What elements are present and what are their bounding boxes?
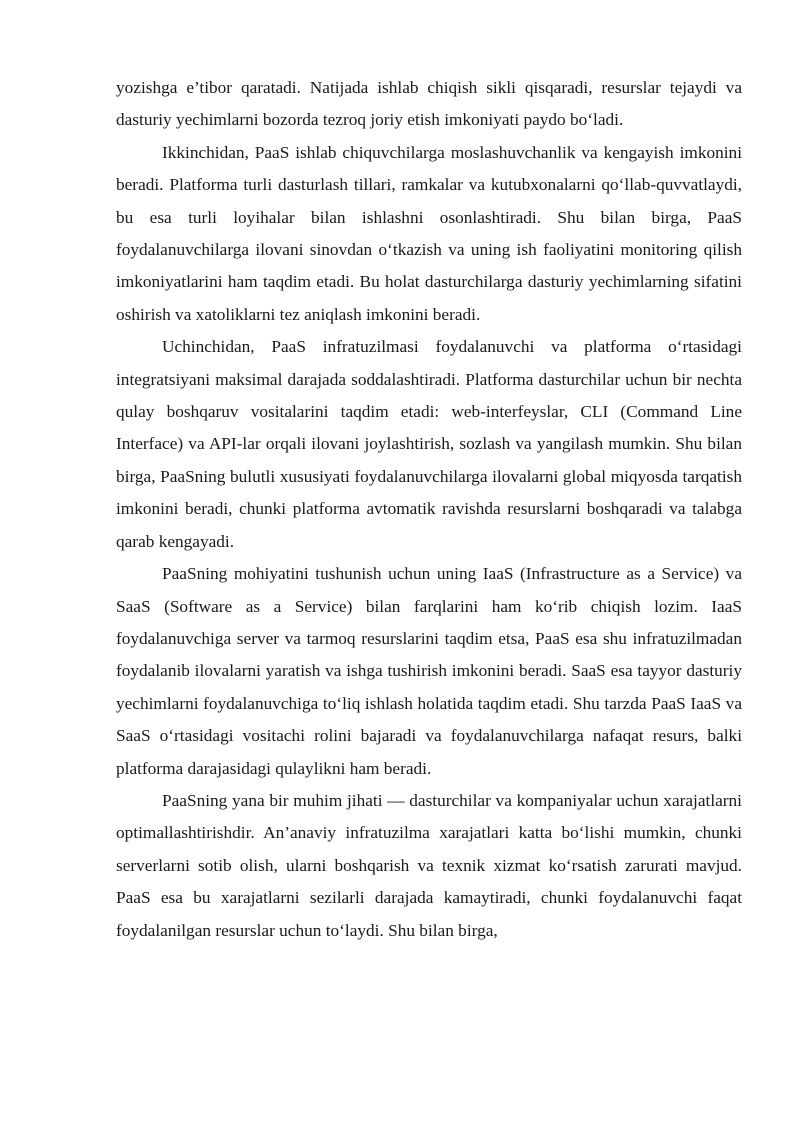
paragraph-4: PaaSning mohiyatini tushunish uchun uning IaaS (Infrastructure as a Service) va SaaS (Software as a Service) bilan farqlarini ham ko‘rib chiqish lozim. IaaS foydalanuvchiga server va tarmoq resurslarini taqdim etsa, PaaS esa shu infratuzilmadan foydalanib ilovalarni yaratish va ishga tushirish imkonini beradi. SaaS esa tayyor dasturiy yechimlarni foydalanuvchiga to‘liq ishlash holatida taqdim etadi. Shu tarzda PaaS IaaS va SaaS o‘rtasidagi vositachi rolini bajaradi va foydalanuvchilarga nafaqat resurs, balki platforma darajasidagi qulaylikni ham beradi. — [116, 564, 742, 778]
paragraph-3: Uchinchidan, PaaS infratuzilmasi foydalanuvchi va platforma o‘rtasidagi integratsiyani maksimal darajada soddalashtiradi. Platforma dasturchilar uchun bir nechta qulay boshqaruv vositalarini taqdim etadi: web-interfeyslar, CLI (Command Line Interface) va API-lar orqali ilovani joylashtirish, sozlash va yangilash mumkin. Shu bilan birga, PaaSning bulutli xususiyati foydalanuvchilarga ilovalarni global miqyosda tarqatish imkonini beradi, chunki platforma avtomatik ravishda resurslarni boshqaradi va talabga qarab kengayadi. — [116, 337, 742, 551]
paragraph-1: yozishga e’tibor qaratadi. Natijada ishlab chiqish sikli qisqaradi, resurslar tejaydi va dasturiy yechimlarni bozorda tezroq joriy etish imkoniyati paydo bo‘ladi. — [116, 78, 742, 130]
paragraph-2: Ikkinchidan, PaaS ishlab chiquvchilarga moslashuvchanlik va kengayish imkonini beradi. Platforma turli dasturlash tillari, ramkalar va kutubxonalarni qo‘llab-quvvatlaydi, bu esa turli loyihalar bilan ishlashni osonlashtiradi. Shu bilan birga, PaaS foydalanuvchilarga ilovani sinovdan o‘tkazish va uning ish faoliyatini monitoring qilish imkoniyatlarini ham taqdim etadi. Bu holat dasturchilarga dasturiy yechimlarning sifatini oshirish va xatoliklarni tez aniqlash imkonini beradi. — [116, 142, 742, 324]
paragraph-5: PaaSning yana bir muhim jihati — dasturchilar va kompaniyalar uchun xarajatlarni optimallashtirishdir. An’anaviy infratuzilma xarajatlari katta bo‘lishi mumkin, chunki serverlarni sotib olish, ularni boshqarish va texnik xizmat ko‘rsatish zarurati mavjud. PaaS esa bu xarajatlarni sezilarli darajada kamaytiradi, chunki foydalanuvchi faqat foydalanilgan resurslar uchun to‘laydi. Shu bilan birga, — [116, 790, 742, 940]
document-body — [116, 72, 742, 947]
